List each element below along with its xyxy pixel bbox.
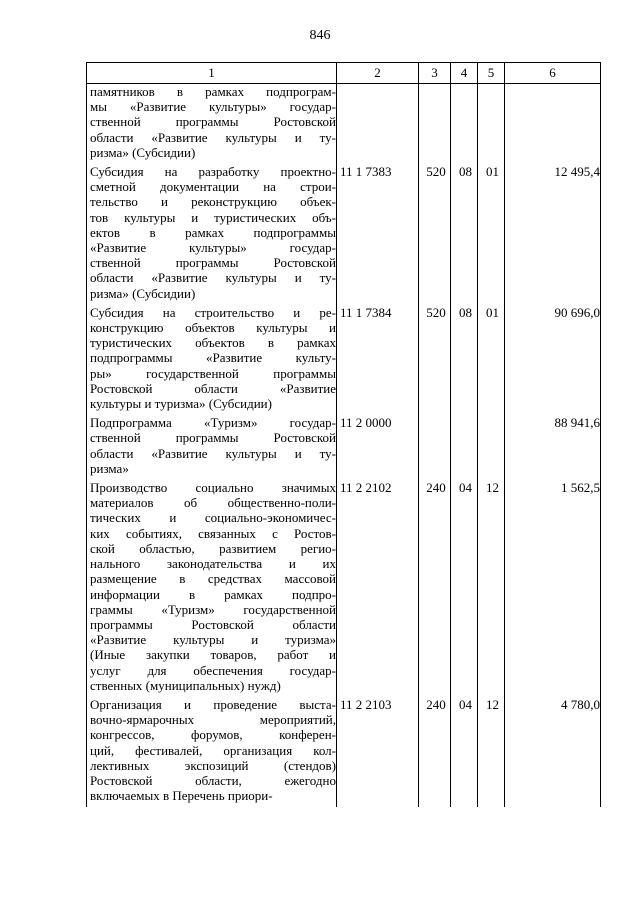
description-line: лективных экспозиций (стендов) [90, 757, 336, 773]
section-code: 08 [451, 164, 478, 305]
description-line: области «Развитие культуры и ту- [90, 270, 336, 286]
description-line: услуг для обеспечения государ- [90, 662, 336, 678]
description-line: Субсидия на разработку проектно- [90, 164, 336, 180]
row-description [87, 164, 337, 305]
expense-type-code [419, 84, 451, 165]
table-row [87, 84, 601, 165]
description-line: тических и социально-экономичес- [90, 510, 336, 526]
column-header-2: 2 [337, 63, 419, 84]
table-body [87, 84, 601, 808]
description-line: Производство социально значимых [90, 480, 336, 496]
description-line: тов культуры и туристических объ- [90, 209, 336, 225]
description-line: области «Развитие культуры и ту- [90, 129, 336, 145]
expense-type-code [419, 415, 451, 480]
description-line: граммы «Туризм» государственной [90, 601, 336, 617]
description-line: вочно-ярмарочных мероприятий, [90, 712, 336, 728]
target-code [337, 84, 419, 165]
section-code [451, 415, 478, 480]
subsection-code [478, 84, 505, 165]
table-row [87, 305, 601, 415]
description-line: Подпрограмма «Туризм» государ- [90, 415, 336, 431]
expense-type-code: 520 [419, 305, 451, 415]
description-line: ственной программы Ростовской [90, 255, 336, 271]
amount-value: 4 780,0 [505, 697, 601, 807]
description-line: конгрессов, форумов, конферен- [90, 727, 336, 743]
column-header-3: 3 [419, 63, 451, 84]
description-line: информации в рамках подпро- [90, 586, 336, 602]
description-line: памятников в рамках подпрограм- [90, 84, 336, 99]
row-description [87, 697, 337, 807]
target-code: 11 2 2103 [337, 697, 419, 807]
subsection-code: 12 [478, 480, 505, 697]
description-line: ственной программы Ростовской [90, 430, 336, 446]
target-code: 11 1 7383 [337, 164, 419, 305]
column-header-4: 4 [451, 63, 478, 84]
table-row [87, 415, 601, 480]
subsection-code: 12 [478, 697, 505, 807]
target-code: 11 2 0000 [337, 415, 419, 480]
row-description [87, 84, 337, 165]
description-line: программы Ростовской области [90, 616, 336, 632]
target-code: 11 2 2102 [337, 480, 419, 697]
amount-value: 90 696,0 [505, 305, 601, 415]
description-line: ры» государственной программы [90, 365, 336, 381]
description-line: ственной программы Ростовской [90, 114, 336, 130]
description-line: ризма» (Субсидии) [90, 144, 196, 160]
description-line: ций, фестивалей, организация кол- [90, 742, 336, 758]
description-line: области «Развитие культуры и ту- [90, 445, 336, 461]
section-code [451, 84, 478, 165]
table-row [87, 480, 601, 697]
expense-type-code: 240 [419, 480, 451, 697]
expense-type-code: 240 [419, 697, 451, 807]
description-line: подпрограммы «Развитие культу- [90, 350, 336, 366]
section-code: 08 [451, 305, 478, 415]
description-line: туристических объектов в рамках [90, 335, 336, 351]
row-description [87, 305, 337, 415]
amount-value: 1 562,5 [505, 480, 601, 697]
description-line: (Иные закупки товаров, работ и [90, 647, 336, 663]
description-line: тельство и реконструкцию объек- [90, 194, 336, 210]
description-line: Субсидия на строительство и ре- [90, 304, 336, 320]
table-row [87, 697, 601, 807]
description-line: ственных (муниципальных) нужд) [90, 677, 281, 693]
description-line: мы «Развитие культуры» государ- [90, 99, 336, 115]
description-line: нального законодательства и их [90, 556, 336, 572]
column-header-5: 5 [478, 63, 505, 84]
description-line: сметной документации на строи- [90, 179, 336, 195]
section-code: 04 [451, 480, 478, 697]
description-line: материалов об общественно-поли- [90, 495, 336, 511]
section-code: 04 [451, 697, 478, 807]
subsection-code [478, 415, 505, 480]
target-code: 11 1 7384 [337, 305, 419, 415]
subsection-code: 01 [478, 164, 505, 305]
description-line: ской областью, развитием регио- [90, 540, 336, 556]
expense-type-code: 520 [419, 164, 451, 305]
column-header-1: 1 [87, 63, 337, 84]
description-line: Ростовской области «Развитие [90, 380, 336, 396]
description-line: ких событиях, связанных с Ростов- [90, 525, 336, 541]
description-line: Ростовской области, ежегодно [90, 772, 336, 788]
description-line: включаемых в Перечень приори- [90, 788, 273, 804]
row-description [87, 415, 337, 480]
amount-value: 88 941,6 [505, 415, 601, 480]
page-number: 846 [309, 28, 331, 43]
description-line: ризма» (Субсидии) [90, 285, 196, 301]
table-header-row [87, 63, 601, 84]
description-line: ектов в рамках подпрограммы [90, 224, 336, 240]
description-line: размещение в средствах массовой [90, 571, 336, 587]
description-line: «Развитие культуры и туризма» [90, 632, 336, 648]
table-row [87, 164, 601, 305]
row-description [87, 480, 337, 697]
description-line: Организация и проведение выста- [90, 696, 336, 712]
description-line: ризма» [90, 460, 129, 476]
column-header-6: 6 [505, 63, 601, 84]
description-line: «Развитие культуры» государ- [90, 240, 336, 256]
amount-value [505, 84, 601, 165]
subsection-code: 01 [478, 305, 505, 415]
amount-value: 12 495,4 [505, 164, 601, 305]
description-line: культуры и туризма» (Субсидии) [90, 396, 272, 412]
description-line: конструкцию объектов культуры и [90, 320, 336, 336]
budget-table [86, 62, 601, 807]
